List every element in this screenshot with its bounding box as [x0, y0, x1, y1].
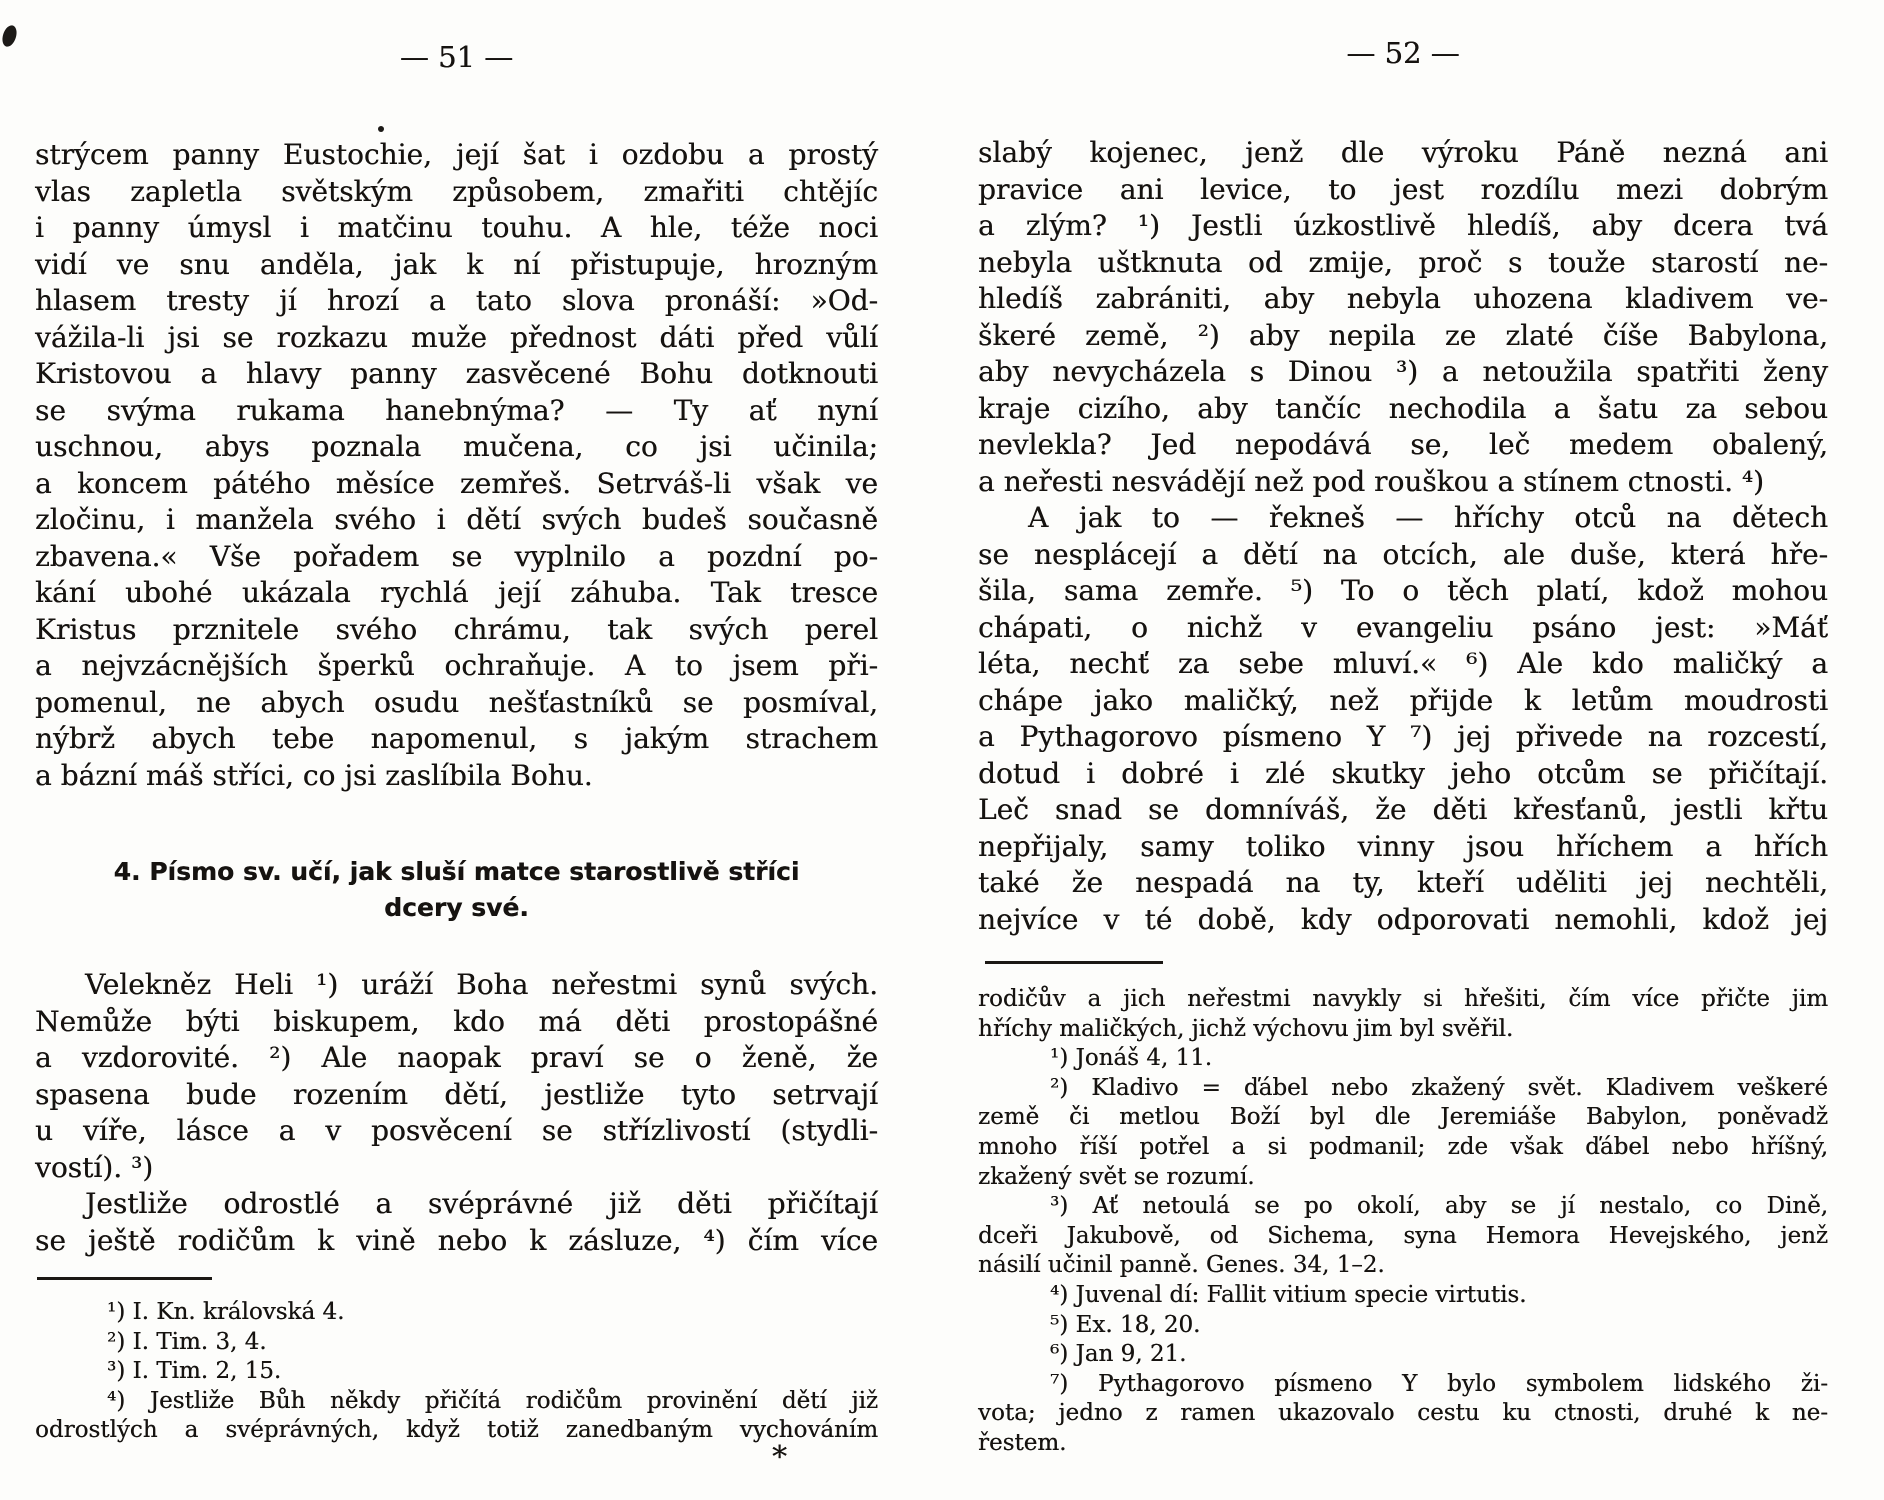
footnote-line: ⁶) Jan 9, 21.: [1050, 1341, 1187, 1368]
text-line: slabý kojenec, jenž dle výroku Páně nezná ani: [978, 136, 1828, 169]
text-line: a vzdorovité. ²) Ale naopak praví se o ženě, že: [35, 1041, 878, 1074]
heading-line: 4. Písmo sv. učí, jak sluší matce starostlivě stříci: [113, 857, 800, 886]
text-line: škeré země, ²) aby nepila ze zlaté číše Babylona,: [978, 318, 1828, 352]
section-heading: [35, 854, 878, 926]
footnote-line: ³) Ať netoulá se po okolí, aby se jí nestalo, co Dině,: [1050, 1193, 1828, 1220]
text-line: Kristovou a hlavy panny zasvěcené Bohu dotknouti: [35, 357, 878, 390]
footnote-line: odrostlých a svéprávných, když totiž zanedbaným vychováním: [35, 1417, 878, 1444]
text-line: také že nespadá na ty, kteří uděliti jej nechtěli,: [978, 866, 1828, 899]
text-line: šila, sama zemře. ⁵) To o těch platí, kdož mohou: [978, 574, 1828, 607]
text-line: aby nevycházela s Dinou ³) a netoužila spatřiti ženy: [978, 355, 1828, 388]
text-line: pravice ani levice, to jest rozdílu mezi dobrým: [978, 172, 1828, 206]
text-line: nevlekla? Jed nepodává se, leč medem obalený,: [978, 428, 1828, 461]
text-line: a bázní máš stříci, co jsi zaslíbila Bohu.: [35, 758, 593, 792]
text-line: Leč snad se domníváš, že děti křesťanů, jestli křtu: [978, 793, 1828, 826]
text-line: se svýma rukama hanebnýma? — Ty ať nyní: [35, 393, 878, 427]
signature-mark: *: [772, 1440, 787, 1475]
right-paragraph-continuation: [978, 135, 1828, 500]
text-line: kraje cizího, aby tančíc nechodila a šatu za sebou: [978, 391, 1828, 425]
text-line: nebyla uštknuta od zmije, proč s touže starostí ne-: [978, 245, 1828, 279]
footnote-line: ²) Kladivo = ďábel nebo zkažený svět. Kladivem veškeré: [1050, 1074, 1828, 1101]
footnote-line: ¹) Jonáš 4, 11.: [1050, 1045, 1213, 1072]
text-line: vostí). ³): [35, 1150, 154, 1184]
text-line: Kristus prznitele svého chrámu, tak svých perel: [35, 612, 878, 646]
text-line: uschnou, abys poznala mučena, co jsi učinila;: [35, 430, 878, 463]
footnote-line: ¹) I. Kn. královská 4.: [107, 1299, 345, 1325]
footnote-line: ³) I. Tim. 2, 15.: [107, 1358, 282, 1385]
text-line: nepřijaly, samy toliko vinny jsou hříchem a hřích: [978, 829, 1828, 863]
text-line: Velekněz Heli ¹) uráží Boha neřestmi synů svých.: [85, 968, 878, 1001]
text-line: a nejvzácnějších šperků ochraňuje. A to jsem při-: [35, 649, 878, 682]
footnote-rule-right: [985, 961, 1163, 964]
footnote-line: vota; jedno z ramen ukazovalo cestu ku ctnosti, druhé k ne-: [978, 1400, 1828, 1427]
text-line: nejvíce v té době, kdy odporovati nemohli, kdož jej: [978, 902, 1828, 936]
footnote-line: ⁷) Pythagorovo písmeno Y bylo symbolem lidského ži-: [1050, 1370, 1828, 1397]
text-line: Jestliže odrostlé a svéprávné již děti přičítají: [85, 1187, 878, 1220]
right-footnotes: [978, 985, 1828, 1459]
text-line: vlas zapletla světským způsobem, zmařiti chtějíc: [35, 174, 878, 208]
text-line: léta, nechť za sebe mluví.« ⁶) Ale kdo maličký a: [978, 647, 1828, 680]
footnote-line: hříchy maličkých, jichž výchovu jim byl svěřil.: [978, 1015, 1514, 1042]
text-line: vidí ve snu anděla, jak k ní přistupuje, hrozným: [35, 247, 878, 281]
text-line: a zlým? ¹) Jestli úzkostlivě hledíš, aby dcera tvá: [978, 209, 1828, 242]
footnote-line: zkažený svět se rozumí.: [978, 1163, 1255, 1190]
ink-speck: [378, 126, 384, 132]
text-line: zločinu, i manžela svého i dětí svých budeš současně: [35, 503, 878, 536]
left-footnotes: [35, 1298, 878, 1446]
text-line: vážila-li jsi se rozkazu muže přednost dáti před vůlí: [35, 320, 878, 354]
footnote-line: dceři Jakubově, od Sichema, syna Hemora Hevejského, jenž: [978, 1222, 1828, 1249]
left-paragraph-continuation: [35, 137, 878, 794]
paragraph-jestlize: [35, 1186, 878, 1259]
text-line: kání ubohé ukázala rychlá její záhuba. Tak tresce: [35, 576, 878, 609]
text-line: a Pythagorovo písmeno Y ⁷) jej přivede na rozcestí,: [978, 720, 1828, 753]
footnote-rule-left: [37, 1277, 212, 1280]
text-line: se nesplácejí a dětí na otcích, ale duše, která hře-: [978, 537, 1828, 571]
text-line: se ještě rodičům k vině nebo k zásluze, ⁴) čím více: [35, 1223, 878, 1257]
right-body-text: [978, 135, 1828, 938]
text-line: hledíš zabrániti, aby nebyla uhozena kladivem ve-: [978, 282, 1828, 315]
text-line: A jak to — řekneš — hříchy otců na dětech: [1028, 501, 1828, 534]
text-line: zbavena.« Vše pořadem se vyplnilo a pozdní po-: [35, 539, 878, 573]
footnote-line: rodičův a jich neřestmi navykly si hřešiti, čím více přičte jim: [978, 986, 1828, 1012]
text-line: u víře, lásce a v posvěcení se střízlivostí (stydli-: [35, 1114, 878, 1147]
footnote-line: násilí učinil panně. Genes. 34, 1–2.: [978, 1252, 1385, 1279]
text-line: chápati, o nichž v evangeliu psáno jest: »Máť: [978, 610, 1828, 644]
footnote-line: ⁴) Jestliže Bůh někdy přičítá rodičům provinění dětí již: [107, 1387, 878, 1414]
text-line: spasena bude rozením dětí, jestliže tyto setrvají: [35, 1077, 878, 1111]
footnote-line: ⁵) Ex. 18, 20.: [1050, 1311, 1201, 1338]
footnote-line: ⁴) Juvenal dí: Fallit vitium specie virtutis.: [1050, 1281, 1527, 1308]
heading-line: dcery své.: [384, 893, 529, 922]
text-line: a neřesti nesvádějí než pod rouškou a stínem ctnosti. ⁴): [978, 464, 1764, 498]
text-line: dotud i dobré i zlé skutky jeho otcům se přičítají.: [978, 756, 1828, 790]
text-line: a koncem pátého měsíce zemřeš. Setrváš-li však ve: [35, 466, 878, 500]
paragraph-veleknez: [35, 967, 878, 1186]
page-number-left: — 51 —: [399, 40, 514, 74]
paragraph-a-jak-to: [978, 500, 1828, 938]
ink-speck: [0, 24, 19, 49]
text-line: chápe jako maličký, než přijde k letům moudrosti: [978, 683, 1828, 717]
page-number-right: — 52 —: [1346, 36, 1460, 70]
footnote-line: ²) I. Tim. 3, 4.: [107, 1328, 267, 1355]
footnote-line: řestem.: [978, 1429, 1067, 1456]
text-line: pomenul, ne abych osudu nešťastníků se posmíval,: [35, 685, 878, 719]
text-line: hlasem tresty jí hrozí a tato slova pronáší: »Od-: [35, 284, 878, 317]
text-line: strýcem panny Eustochie, její šat i ozdobu a prostý: [35, 138, 878, 171]
footnote-line: mnoho říší potřel a si podmanil; zde však ďábel nebo hříšný,: [978, 1133, 1828, 1160]
text-line: i panny úmysl i matčinu touhu. A hle, téže noci: [35, 211, 878, 244]
footnote-line: země či metlou Boží byl dle Jeremiáše Babylon, poněvadž: [978, 1104, 1828, 1131]
text-line: nýbrž abych tebe napomenul, s jakým strachem: [35, 722, 878, 755]
left-body-text: [35, 967, 878, 1259]
text-line: Nemůže býti biskupem, kdo má děti prostopášné: [35, 1004, 878, 1038]
